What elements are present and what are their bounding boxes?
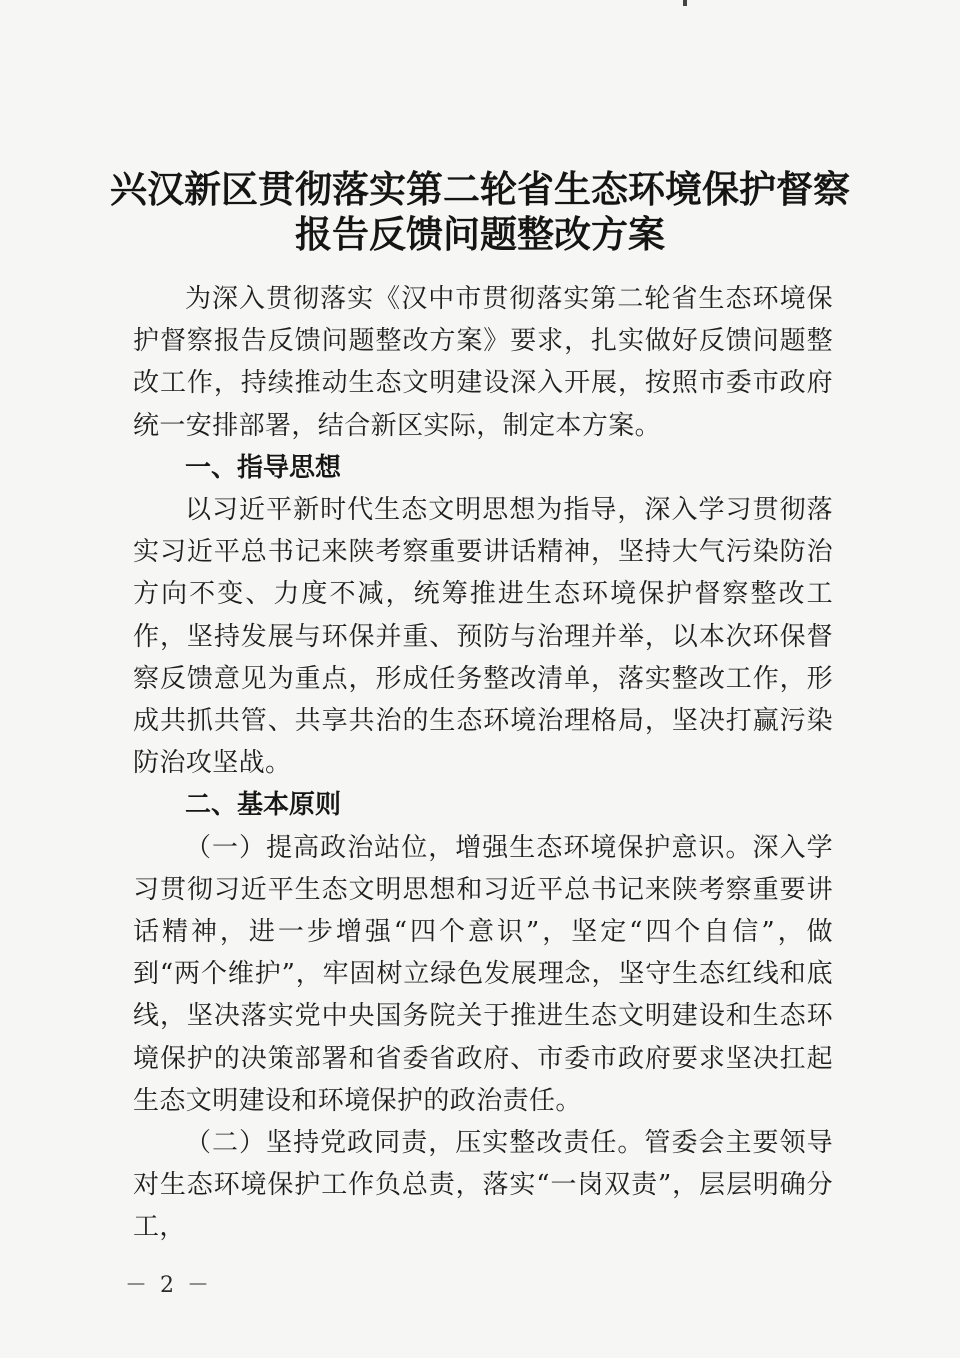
section-heading-guiding-ideology: 一、指导思想 bbox=[185, 452, 342, 483]
guiding-ideology-paragraph: 以习近平新时代生态文明思想为指导，深入学习贯彻落实习近平总书记来陕考察重要讲话精神，坚持大气污染防治方向不变、力度不减，统筹推进生态环境保护督察整改工作，坚持发展与环保并重、预防与治理并举，以本次环保督察反馈意见为重点，形成任务整改清单，落实整改工作，形成共抓共管、共享共治的生态环境治理格局，坚决打赢污染防治攻坚战。 bbox=[133, 495, 833, 779]
document-title-line-1: 兴汉新区贯彻落实第二轮省生态环境保护督察 bbox=[110, 167, 850, 211]
intro-paragraph: 为深入贯彻落实《汉中市贯彻落实第二轮省生态环境保护督察报告反馈问题整改方案》要求，扎实做好反馈问题整改工作，持续推动生态文明建设深入开展，按照市委市政府统一安排部署，结合新区实际，制定本方案。 bbox=[133, 284, 833, 441]
document-body bbox=[133, 278, 833, 1249]
principle-2-paragraph: （二）坚持党政同责，压实整改责任。管委会主要领导对生态环境保护工作负总责，落实“一岗双责”，层层明确分工， bbox=[133, 1128, 833, 1243]
section-heading-basic-principles: 二、基本原则 bbox=[185, 790, 342, 821]
page-number: － 2 － bbox=[125, 1273, 212, 1298]
scan-mark bbox=[683, 0, 687, 6]
document-title-line-2: 报告反馈问题整改方案 bbox=[295, 212, 665, 256]
principle-1-paragraph: （一）提高政治站位，增强生态环境保护意识。深入学习贯彻习近平生态文明思想和习近平总书记来陕考察重要讲话精神，进一步增强“四个意识”，坚定“四个自信”，做到“两个维护”，牢固树立绿色发展理念，坚守生态红线和底线，坚决落实党中央国务院关于推进生态文明建设和生态环境保护的决策部署和省委省政府、市委市政府要求坚决扛起生态文明建设和环境保护的政治责任。 bbox=[133, 832, 833, 1116]
